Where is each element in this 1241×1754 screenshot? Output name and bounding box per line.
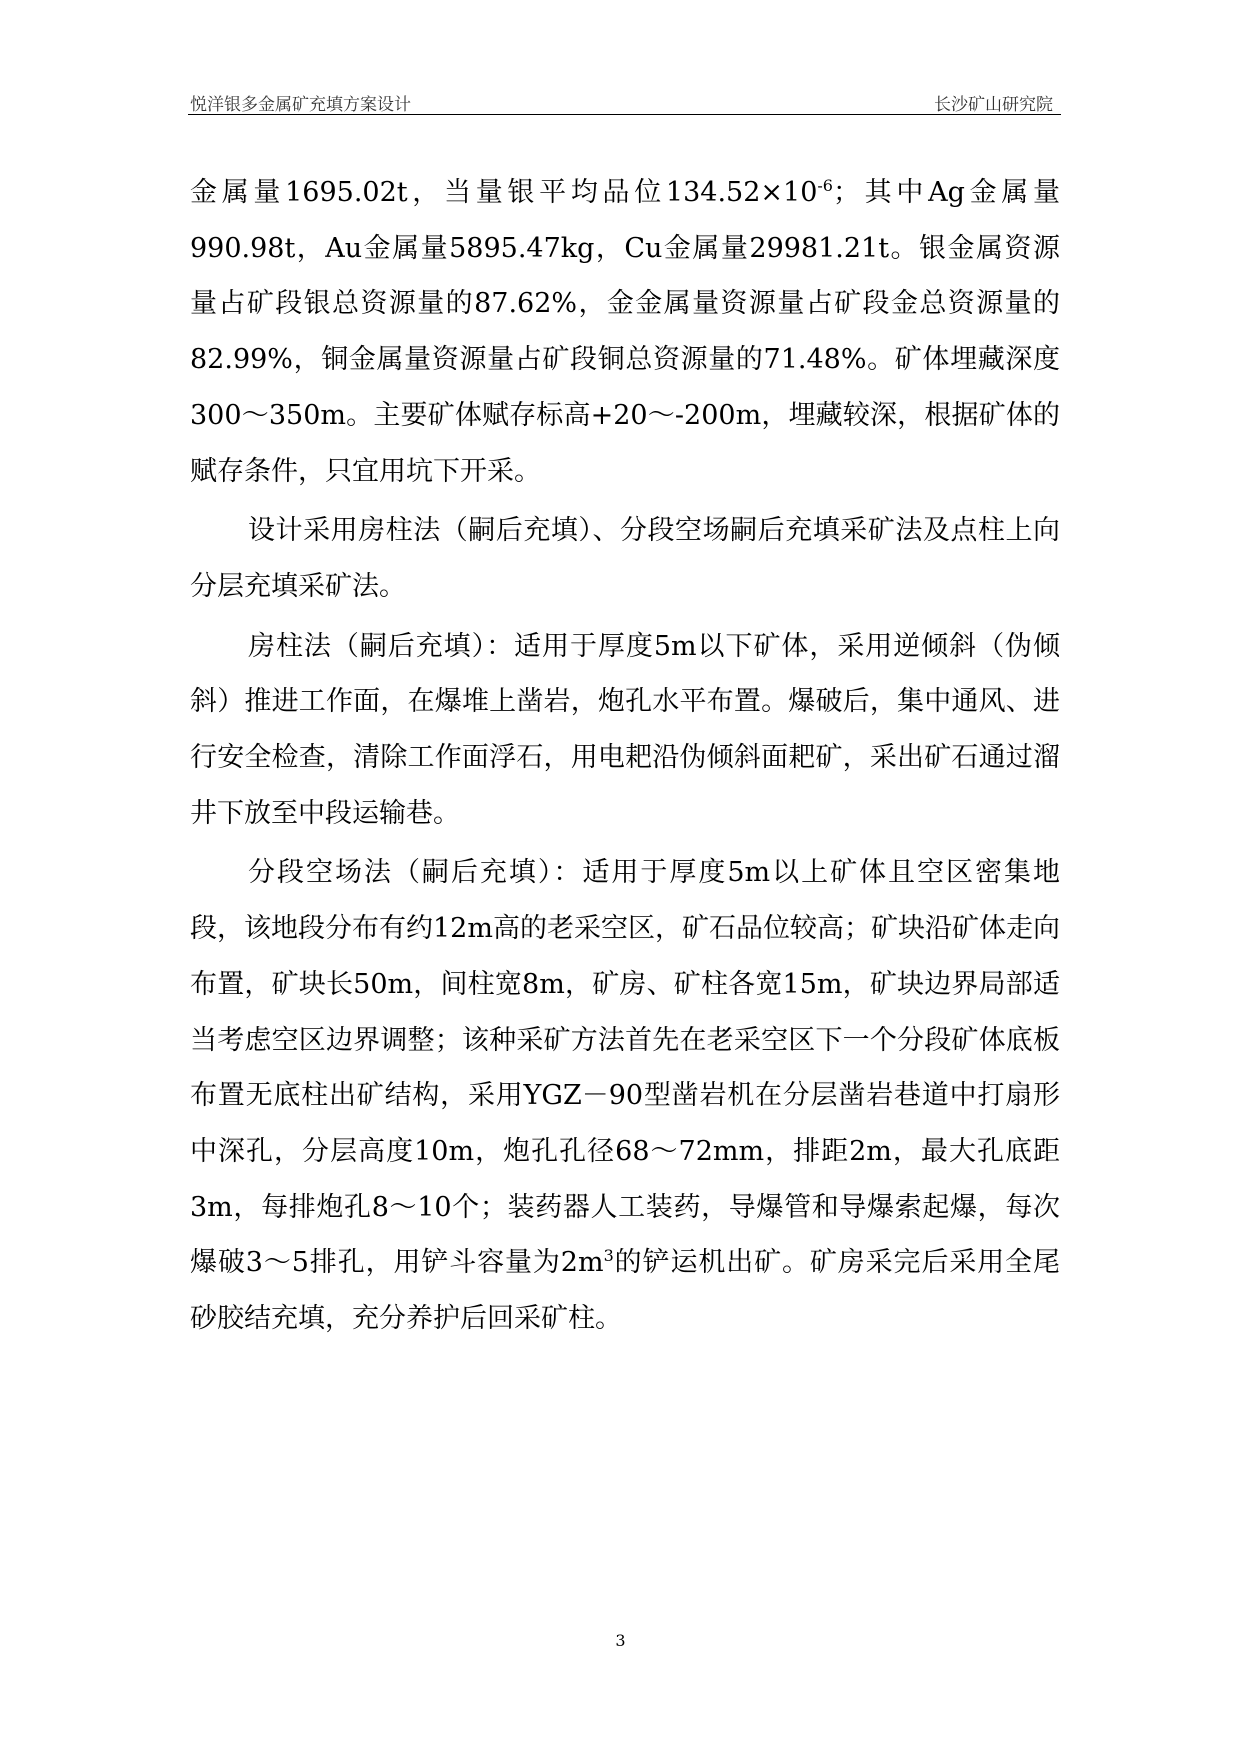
paragraph-sublevel-stoping: 分段空场法（嗣后充填）：适用于厚度5m以上矿体且空区密集地段，该地段分布有约12m高的老采空区，矿石品位较高；矿块沿矿体走向布置，矿块长50m，间柱宽8m，矿房、矿柱各宽15m，矿块边界局部适当考虑空区边界调整；该种采矿方法首先在老采空区下一个分段矿体底板布置无底柱出矿结构，采用YGZ－90型凿岩机在分层凿岩巷道中打扇形中深孔，分层高度10m，炮孔孔径68～72mm，排距2m，最大孔底距3m，每排炮孔8～10个；装药器人工装药，导爆管和导爆索起爆，每次爆破3～5排孔，用铲斗容量为$2m^3$的铲运机出矿。矿房采完后采用全尾砂胶结充填，充分养护后回采矿柱。 (190, 857, 1061, 1335)
page-header (188, 86, 1061, 115)
header-document-title: 悦洋银多金属矿充填方案设计 (190, 95, 411, 115)
paragraph-mining-methods: 设计采用房柱法（嗣后充填）、分段空场嗣后充填采矿法及点柱上向分层充填采矿法。 (190, 515, 1060, 602)
header-organization: 长沙矿山研究院 (934, 95, 1053, 115)
paragraph-resources: 金属量1695.02t，当量银平均品位$134.52\times 10^{-6}$；其中Ag金属量990.98t，Au金属量5895.47kg，Cu金属量29981.21t。银金属资源量占矿段银总资源量的87.62%，金金属量资源量占矿段金总资源量的82.99%，铜金属量资源量占矿段铜总资源量的71.48%。矿体埋藏深度300～350m。主要矿体赋存标高+20～-200m，埋藏较深，根据矿体的赋存条件，只宜用坑下开采。 (190, 176, 1060, 487)
body-text (190, 165, 1060, 1347)
page-number: 3 (615, 1631, 626, 1650)
paragraph-room-pillar: 房柱法（嗣后充填）：适用于厚度5m以下矿体，采用逆倾斜（伪倾斜）推进工作面，在爆堆上凿岩，炮孔水平布置。爆破后，集中通风、进行安全检查，清除工作面浮石，用电耙沿伪倾斜面耙矿，采出矿石通过溜井下放至中段运输巷。 (190, 630, 1060, 829)
